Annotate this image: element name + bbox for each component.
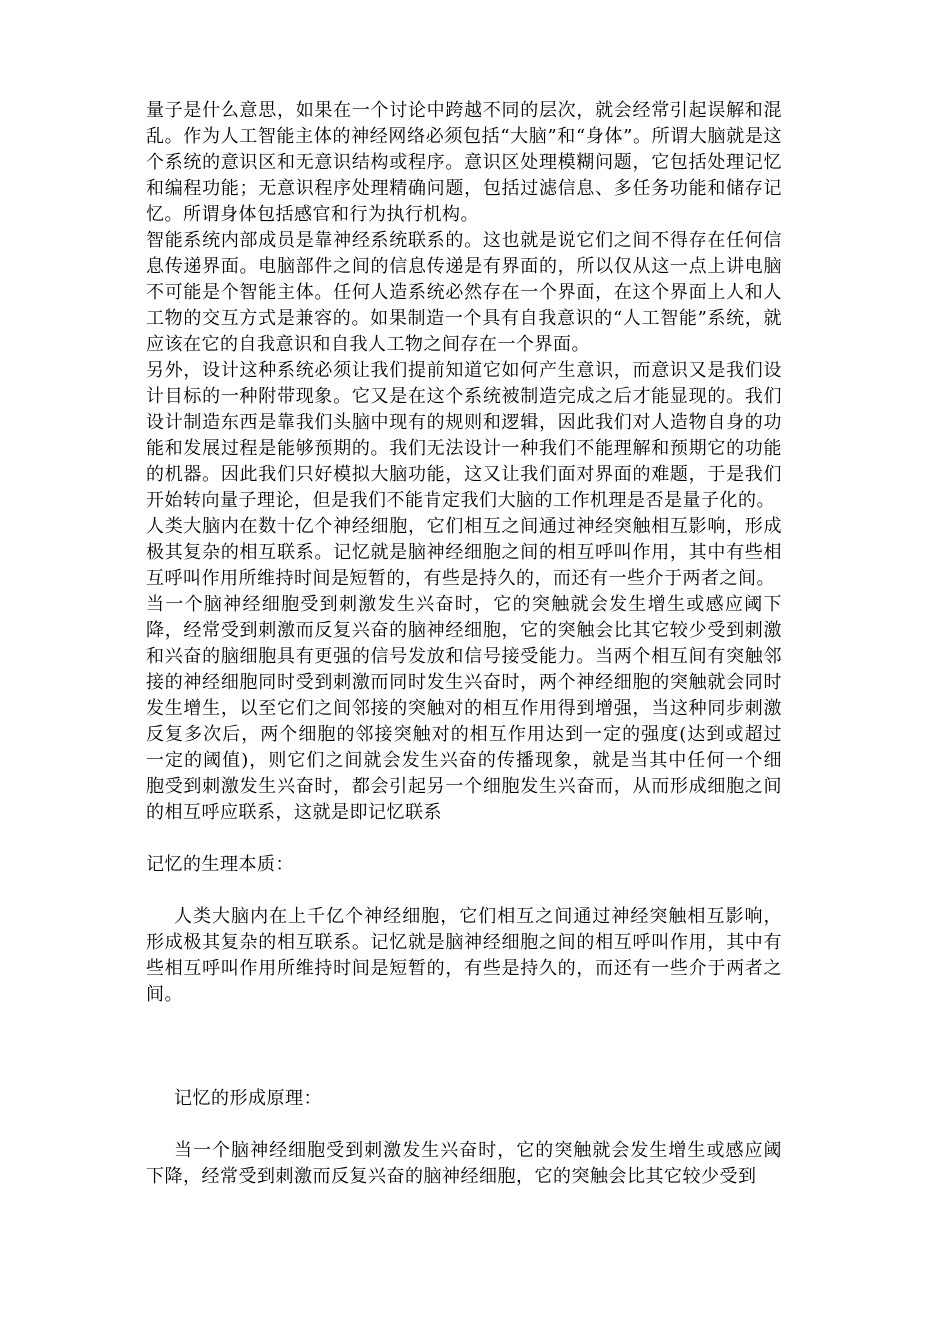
spacer xyxy=(146,1112,782,1138)
heading-physiology: 记忆的生理本质： xyxy=(146,854,294,875)
paragraph-neurons: 人类大脑内在数十亿个神经细胞，它们相互之间通过神经突触相互影响，形成极其复杂的相互联系。记忆就是脑神经细胞之间的相互呼叫作用，其中有些相互呼叫作用所维持时间是短暂的，有些是持久的，而还有一些介于两者之间。 xyxy=(146,516,782,589)
paragraph-interface: 智能系统内部成员是靠神经系统联系的。这也就是说它们之间不得存在任何信息传递界面。电脑部件之间的信息传递是有界面的，所以仅从这一点上讲电脑不可能是个智能主体。任何人造系统必然存在一个界面，在这个界面上人和人工物的交互方式是兼容的。如果制造一个具有自我意识的“人工智能”系统，就应该在它的自我意识和自我人工物之间存在一个界面。 xyxy=(146,230,782,355)
document-page xyxy=(146,98,782,1190)
spacer xyxy=(146,826,782,852)
paragraph-quantum: 量子是什么意思，如果在一个讨论中跨越不同的层次，就会经常引起误解和混乱。作为人工智能主体的神经网络必须包括“大脑”和“身体”。所谓大脑就是这个系统的意识区和无意识结构或程序。意识区处理模糊问题，它包括处理记忆和编程功能；无意识程序处理精确问题，包括过滤信息、多任务功能和储存记忆。所谓身体包括感官和行为执行机构。 xyxy=(146,100,782,225)
paragraph-design: 另外，设计这种系统必须让我们提前知道它如何产生意识，而意识又是我们设计目标的一种附带现象。它又是在这个系统被制造完成之后才能显现的。我们设计制造东西是靠我们头脑中现有的规则和逻辑，因此我们对人造物自身的功能和发展过程是能够预期的。我们无法设计一种我们不能理解和预期它的功能的机器。因此我们只好模拟大脑功能，这又让我们面对界面的难题，于是我们开始转向量子理论，但是我们不能肯定我们大脑的工作机理是否是量子化的。 xyxy=(146,360,782,511)
spacer xyxy=(146,878,782,904)
spacer xyxy=(146,1008,782,1086)
paragraph-synapse: 当一个脑神经细胞受到刺激发生兴奋时，它的突触就会发生增生或感应阈下降，经常受到刺激而反复兴奋的脑神经细胞，它的突触会比其它较少受到刺激和兴奋的脑细胞具有更强的信号发放和信号接受能力。当两个相互间有突触邻接的神经细胞同时受到刺激而同时发生兴奋时，两个神经细胞的突触就会同时发生增生，以至它们之间邻接的突触对的相互作用得到增强，当这种同步刺激反复多次后，两个细胞的邻接突触对的相互作用达到一定的强度(达到或超过一定的阈值)，则它们之间就会发生兴奋的传播现象，就是当其中任何一个细胞受到刺激发生兴奋时，都会引起另一个细胞发生兴奋而，从而形成细胞之间的相互呼应联系，这就是即记忆联系 xyxy=(146,594,782,823)
heading-formation: 记忆的形成原理： xyxy=(174,1088,322,1109)
paragraph-physiology: 人类大脑内在上千亿个神经细胞，它们相互之间通过神经突触相互影响，形成极其复杂的相互联系。记忆就是脑神经细胞之间的相互呼叫作用，其中有些相互呼叫作用所维持时间是短暂的，有些是持久的，而还有一些介于两者之间。 xyxy=(146,906,782,1005)
paragraph-formation: 当一个脑神经细胞受到刺激发生兴奋时，它的突触就会发生增生或感应阈下降，经常受到刺激而反复兴奋的脑神经细胞，它的突触会比其它较少受到 xyxy=(146,1140,782,1187)
